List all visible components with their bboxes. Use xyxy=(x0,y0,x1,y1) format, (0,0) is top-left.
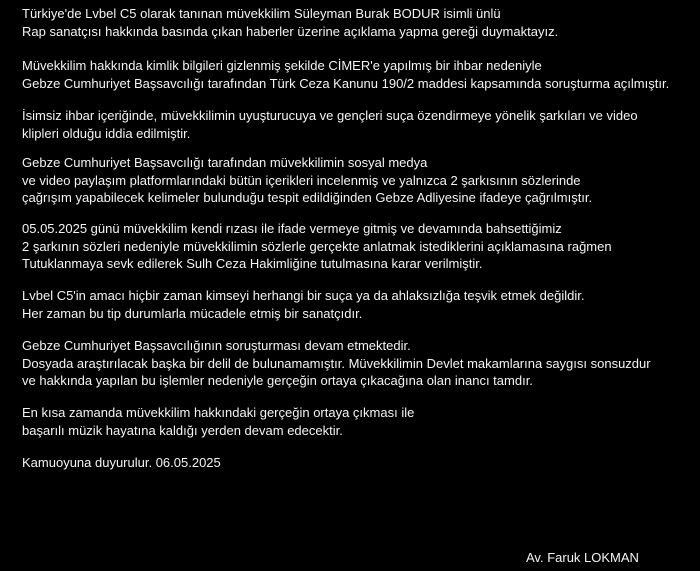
statement-line: 05.05.2025 günü müvekkilim kendi rızası ile ifade vermeye gitmiş ve devamında bahsettiğimiz xyxy=(22,221,562,236)
signature: Av. Faruk LOKMAN xyxy=(526,550,639,565)
paragraph-intro xyxy=(22,5,692,40)
paragraph-hope xyxy=(22,404,692,439)
statement-line: Gebze Cumhuriyet Başsavcılığı tarafından Türk Ceza Kanunu 190/2 maddesi kapsamında soruşturma açılmıştır. xyxy=(22,75,670,91)
statement-line: Türkiye'de Lvbel C5 olarak tanınan müvekkilim Süleyman Burak BODUR isimli ünlü xyxy=(22,6,501,21)
statement-line: İsimsiz ihbar içeriğinde, müvekkilimin uyuşturucuya ve gençleri suça özendirmeye yönelik şarkıları ve video xyxy=(22,108,638,123)
paragraph-closing xyxy=(22,454,692,472)
statement-line: Rap sanatçısı hakkında basında çıkan haberler üzerine açıklama yapma gereği duymaktayız. xyxy=(22,23,559,39)
paragraph-ongoing xyxy=(22,337,692,390)
paragraph-allegation xyxy=(22,107,692,142)
statement-line: Lvbel C5'in amacı hiçbir zaman kimseyi herhangi bir suça ya da ahlaksızlığa teşvik etmek değildir. xyxy=(22,288,585,303)
paragraph-testimony xyxy=(22,220,692,273)
statement-line: başarılı müzik hayatına kaldığı yerden devam edecektir. xyxy=(22,422,343,438)
closing-line: Kamuoyuna duyurulur. 06.05.2025 xyxy=(22,455,221,470)
statement-line: Gebze Cumhuriyet Başsavcılığının soruşturması devam etmektedir. xyxy=(22,338,411,353)
statement-line: Dosyada araştırılacak başka bir delil de bulunamamıştır. Müvekkilimin Devlet makamlarına saygısı sonsuzdur xyxy=(22,355,651,371)
statement-line: klipleri olduğu iddia edilmiştir. xyxy=(22,125,191,141)
statement-line: çağrışım yapabilecek kelimeler bulunduğu tespit edildiğinden Gebze Adliyesine ifadeye çağrılmıştır. xyxy=(22,190,593,205)
paragraph-artist-intent xyxy=(22,287,692,322)
statement-line: Her zaman bu tip durumlarla mücadele etmiş bir sanatçıdır. xyxy=(22,305,363,321)
statement-line: Müvekkilim hakkında kimlik bilgileri gizlenmiş şekilde CİMER'e yapılmış bir ihbar nedeniyle xyxy=(22,58,542,73)
statement-line: Tutuklanmaya sevk edilerek Sulh Ceza Hakimliğine tutulmasına karar verilmiştir. xyxy=(22,256,483,271)
statement-line: ve hakkında yapılan bu işlemler nedeniyle gerçeğin ortaya çıkacağına olan inancı tamdır. xyxy=(22,373,533,388)
statement-line: Gebze Cumhuriyet Başsavcılığı tarafından müvekkilimin sosyal medya xyxy=(22,155,428,170)
paragraph-investigation xyxy=(22,57,692,92)
statement-line: En kısa zamanda müvekkilim hakkındaki gerçeğin ortaya çıkması ile xyxy=(22,405,415,420)
statement-line: ve video paylaşım platformlarındaki bütün içerikleri incelenmiş ve yalnızca 2 şarkısının sözlerinde xyxy=(22,172,581,188)
statement-line: 2 şarkının sözleri nedeniyle müvekkilimin sözlerle gerçekte anlatmak istediklerini açıklamasına rağmen xyxy=(22,238,612,254)
paragraph-review xyxy=(22,154,692,207)
